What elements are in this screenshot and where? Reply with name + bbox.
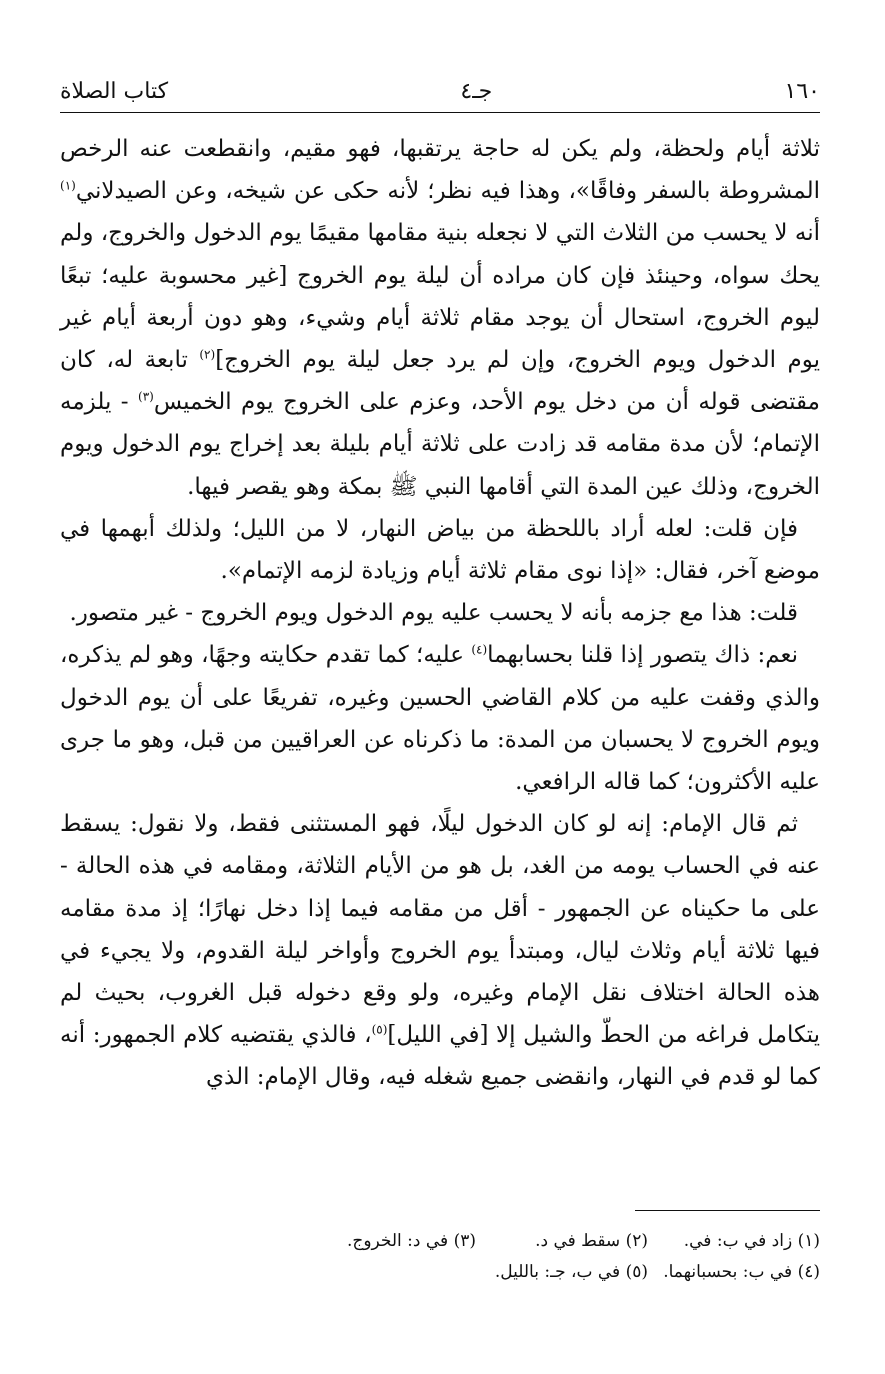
text-run: ، فالذي يقتضيه كلام الجمهور: أنه كما لو قدم في النهار، وانقضى جميع شغله فيه، وقال الإمام: الذي [60,1022,820,1091]
text-run: نعم: ذاك يتصور إذا قلنا بحسابهما [487,642,798,669]
footnote-rule [635,1210,820,1211]
footnote-ref-1: (١) [60,178,76,193]
paragraph-1 [60,128,820,508]
footnote-5: (٥) في ب، جـ: بالليل. [494,1262,648,1282]
paragraph-2 [60,508,820,592]
running-head [60,70,820,104]
footnote-4: (٤) في ب: بحسبانهما. [663,1262,820,1282]
text-run: ثم قال الإمام: إنه لو كان الدخول ليلًا، فهو المستثنى فقط، ولا نقول: يسقط عنه في الحساب يومه من الغد، بل هو من الأيام الثلاثة، ومقامه في هذه الحالة - على ما حكيناه عن الجمهور - أقل من مقامه فيما إذا دخل نهارًا؛ إذ مدة مقامه فيها ثلاثة أيام وثلاث ليال، ومبتدأ يوم الخروج وأواخر ليلة القدوم، ولا يجيء في هذه الحالة اختلاف نقل الإمام وغيره، ولو وقع دخوله قبل الغروب، بحيث لم يتكامل فراغه من الحطّ والشيل إلا [في الليل] [60,811,820,1049]
text-run: تابعة له، كان مقتضى قوله أن من دخل يوم الأحد، وعزم على الخروج يوم الخميس [60,347,820,416]
footnote-ref-4: (٤) [471,642,488,657]
footnote-row [60,1257,820,1288]
text-run: أنه لا يحسب من الثلاث التي لا نجعله بنية مقامها مقيمًا يوم الدخول والخروج، ولم يحك سواه، وحينئذ فإن كان مراده أن ليلة يوم الخروج [غير محسوبة عليه؛ تبعًا ليوم الخروج، استحال أن يوجد مقام ثلاثة أيام وشيء، وهو دون أربعة أيام غير يوم الدخول ويوم الخروج، وإن لم يرد جعل ليلة يوم الخروج] [60,220,821,374]
text-run: عليه؛ كما تقدم حكايته وجهًا، وهو لم يذكره، والذي وقفت عليه من كلام القاضي الحسين وغيره، تفريعًا على أن يوم الدخول ويوم الخروج لا يحسبان من المدة: ما ذكرناه عن العراقيين من قبل، وهو ما جرى عليه الأكثرون؛ كما قاله الرافعي. [60,642,820,796]
footnote-ref-2: (٢) [199,347,216,362]
footnote-row [60,1226,820,1257]
text-run: ثلاثة أيام ولحظة، ولم يكن له حاجة يرتقبها، فهو مقيم، وانقطعت عنه الرخص المشروطة بالسفر وفاقًا»، وهذا فيه نظر؛ لأنه حكى عن شيخه، وعن الصيدلاني [60,136,820,205]
book-page [60,60,820,1340]
text-run: قلت: هذا مع جزمه بأنه لا يحسب عليه يوم الدخول ويوم الخروج - غير متصور. [69,600,798,627]
paragraph-4 [60,634,820,803]
page-number: ١٦٠ [784,79,820,104]
footnote-3: (٣) في د: الخروج. [346,1231,476,1251]
footnotes [60,1226,820,1288]
footnote-ref-5: (٥) [371,1022,388,1037]
text-run: - يلزمه الإتمام؛ لأن مدة مقامه قد زادت على ثلاثة أيام بليلة بعد إخراج يوم الدخول ويوم الخروج، وذلك عين المدة التي أقامها النبي ﷺ بمكة وهو يقصر فيها. [60,389,820,500]
paragraph-3 [60,592,820,634]
volume-number: جـ٤ [460,79,493,104]
footnote-1: (١) زاد في ب: في. [683,1231,820,1251]
text-run: فإن قلت: لعله أراد باللحظة من بياض النهار، لا من الليل؛ ولذلك أبهمها في موضع آخر، فقال: «إذا نوى مقام ثلاثة أيام وزيادة لزمه الإتمام». [60,515,820,585]
header-rule [60,112,820,113]
footnote-ref-3: (٣) [138,389,154,404]
book-title: كتاب الصلاة [60,79,169,104]
footnote-2: (٢) سقط في د. [535,1231,648,1251]
paragraph-5 [60,803,820,1098]
body-text [60,128,820,1099]
